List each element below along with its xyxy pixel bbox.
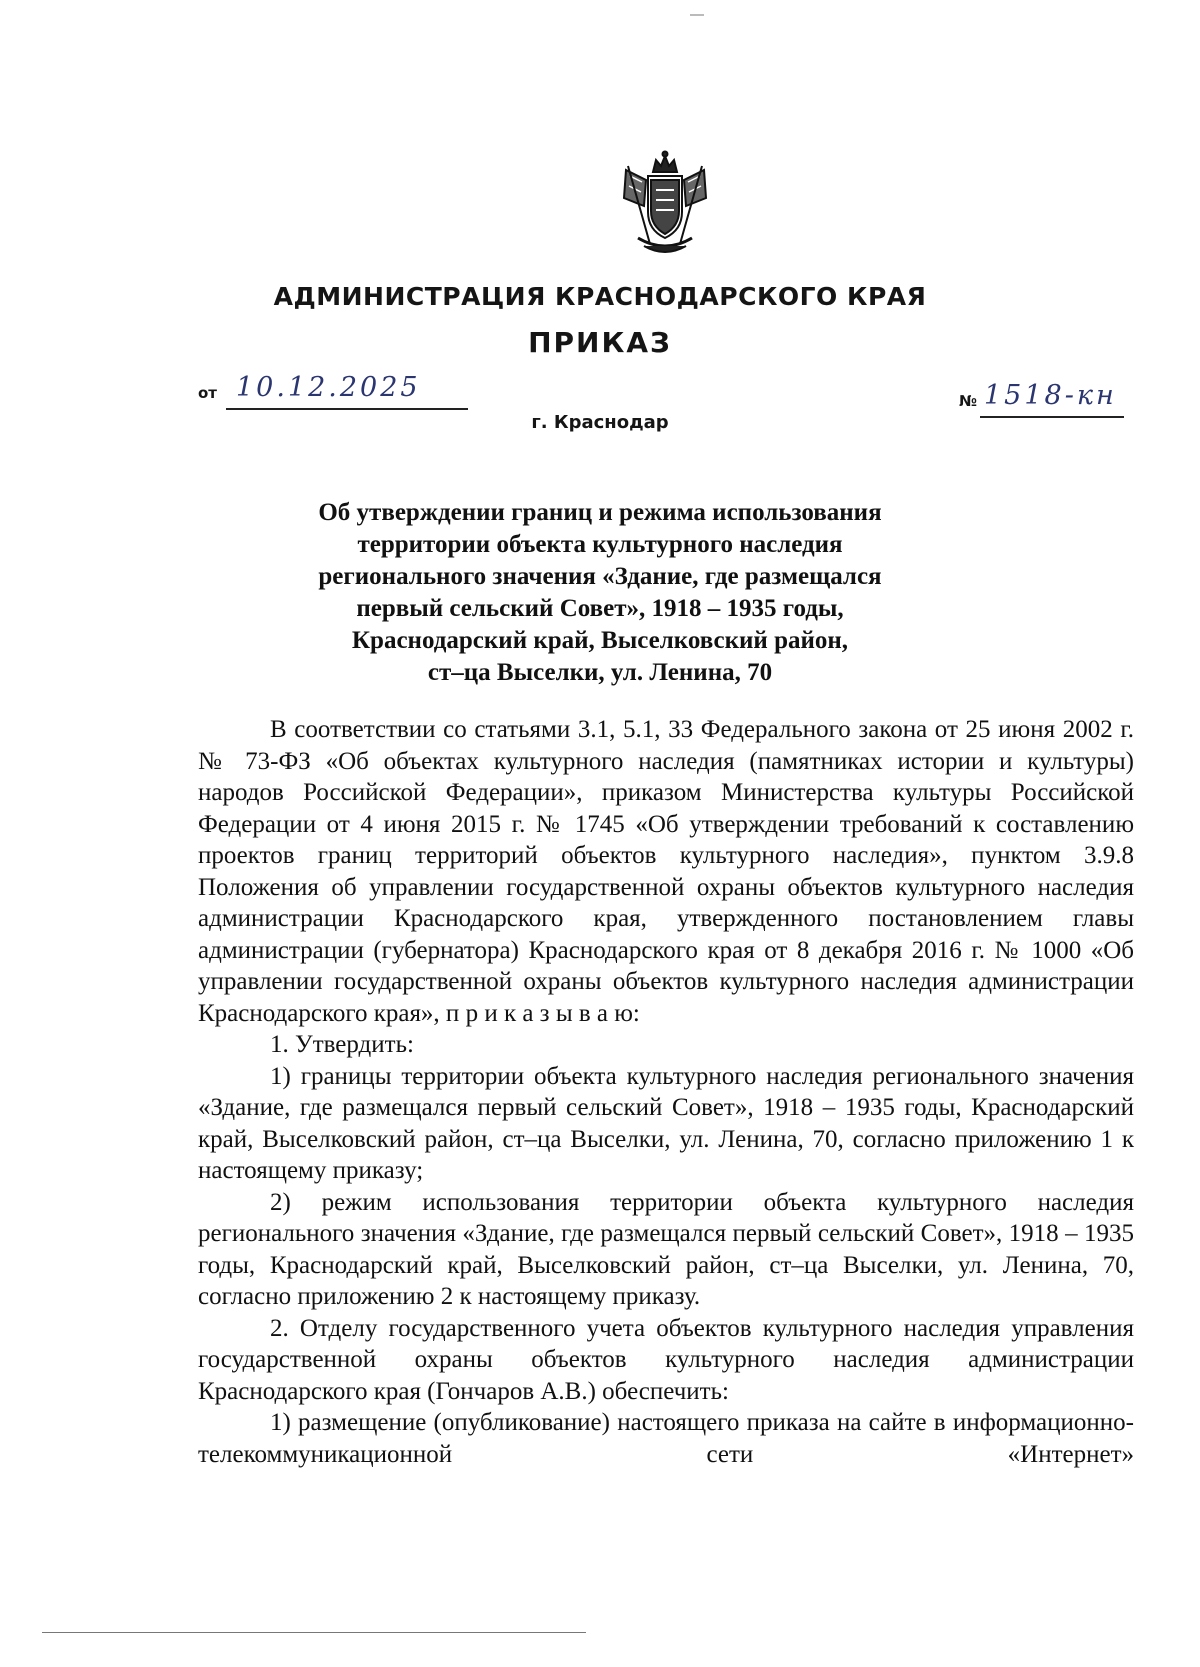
document-body <box>198 714 1134 1470</box>
scan-speck <box>690 14 704 16</box>
preamble-paragraph: В соответствии со статьями 3.1, 5.1, 33 Федерального закона от 25 июня 2002 г. № 73-ФЗ «Об объектах культурного наследия (памятниках истории и культуры) народов Российской Федерации», приказом Министерства культуры Российской Федерации от 4 июня 2015 г. № 1745 «Об утверждении требований к составлению проектов границ территорий объектов культурного наследия», пунктом 3.9.8 Положения об управлении государственной охраны объектов культурного наследия администрации Краснодарского края, утвержденного постановлением главы администрации (губернатора) Краснодарского края от 8 декабря 2016 г. № 1000 «Об управлении государственной охраны объектов культурного наследия администрации Краснодарского края», п р и к а з ы в а ю: <box>198 716 1134 1027</box>
clause-1: 1. Утвердить: <box>270 1031 414 1058</box>
handwritten-number: 1518-кн <box>984 380 1117 411</box>
clause-1-2: 2) режим использования территории объекта культурного наследия регионального значения «Здание, где размещался первый сельский Совет», 1918 – 1935 годы, Краснодарский край, Выселковский район, ст–ца Выселки, ул. Ленина, 70, согласно приложению 2 к настоящему приказу. <box>198 1188 1134 1310</box>
date-underline <box>226 408 468 410</box>
clause-2: 2. Отделу государственного учета объектов культурного наследия управления государственной охраны объектов культурного наследия администрации Краснодарского края (Гончаров А.В.) обеспечить: <box>198 1314 1134 1405</box>
clause-1-1: 1) границы территории объекта культурного наследия регионального значения «Здание, где размещался первый сельский Совет», 1918 – 1935 годы, Краснодарский край, Выселковский район, ст–ца Выселки, ул. Ленина, 70, согласно приложению 1 к настоящему приказу; <box>198 1062 1134 1184</box>
title-line: Об утверждении границ и режима использования <box>318 499 882 526</box>
title-line: первый сельский Совет», 1918 – 1935 годы, <box>356 595 844 622</box>
handwritten-date: 10.12.2025 <box>236 372 421 403</box>
number-prefix: № <box>959 392 978 410</box>
date-prefix: от <box>198 384 217 402</box>
coat-of-arms-icon <box>620 150 710 258</box>
document-type: ПРИКАЗ <box>528 326 672 359</box>
title-line: Краснодарский край, Выселковский район, <box>351 627 849 654</box>
title-line: регионального значения «Здание, где размещался <box>318 563 882 590</box>
city-name: г. Краснодар <box>531 412 669 433</box>
organization-name: АДМИНИСТРАЦИЯ КРАСНОДАРСКОГО КРАЯ <box>273 282 927 311</box>
footer-divider <box>42 1632 586 1633</box>
clause-2-1: 1) размещение (опубликование) настоящего приказа на сайте в информационно-телекоммуникационной сети «Интернет» <box>198 1409 1134 1468</box>
document-title <box>0 497 1200 689</box>
title-line: территории объекта культурного наследия <box>357 531 843 558</box>
title-line: ст–ца Выселки, ул. Ленина, 70 <box>427 659 773 686</box>
